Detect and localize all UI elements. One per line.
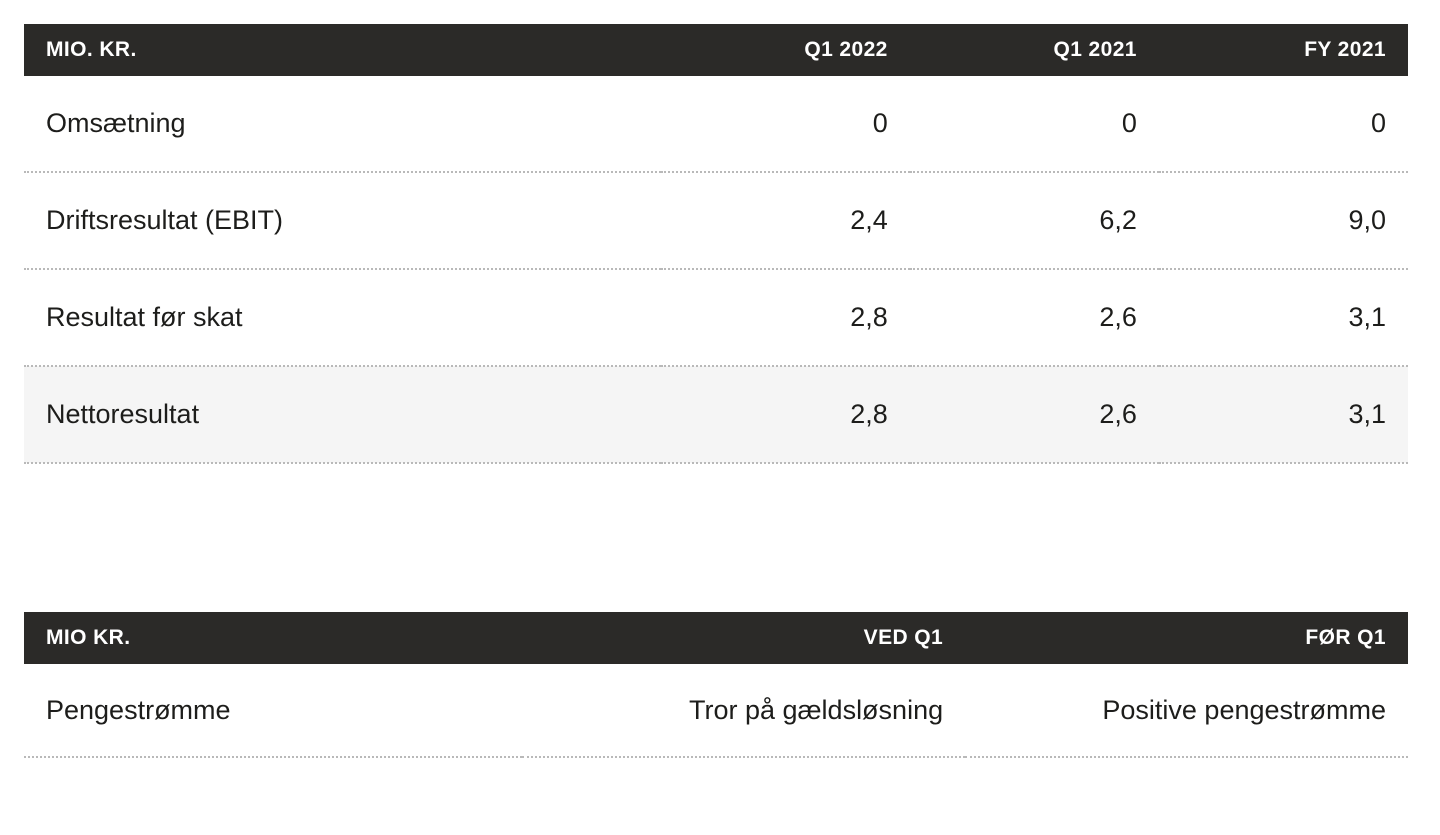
table-body [24, 664, 1408, 757]
financial-highlights-table-block [24, 24, 1416, 464]
table-row [24, 172, 1408, 269]
row-value: 6,2 [910, 172, 1159, 269]
table-header-row [24, 24, 1408, 76]
row-value: 2,6 [910, 269, 1159, 366]
row-value: 9,0 [1159, 172, 1408, 269]
table-row [24, 366, 1408, 463]
row-value: 3,1 [1159, 366, 1408, 463]
row-value: Positive pengestrømme [965, 664, 1408, 757]
column-header-label: MIO KR. [24, 612, 522, 664]
table-header [24, 612, 1408, 664]
column-header-q1-2022: Q1 2022 [661, 24, 910, 76]
row-value: 3,1 [1159, 269, 1408, 366]
table-row [24, 269, 1408, 366]
row-value: 2,4 [661, 172, 910, 269]
row-value: 0 [910, 76, 1159, 172]
row-value: 0 [1159, 76, 1408, 172]
row-value: Tror på gældsløsning [522, 664, 965, 757]
row-value: 0 [661, 76, 910, 172]
table-header-row [24, 612, 1408, 664]
column-header-foer-q1: FØR Q1 [965, 612, 1408, 664]
row-value: 2,8 [661, 269, 910, 366]
financial-highlights-table [24, 24, 1408, 464]
row-label: Nettoresultat [24, 366, 661, 463]
table-body [24, 76, 1408, 463]
row-value: 2,6 [910, 366, 1159, 463]
row-value: 2,8 [661, 366, 910, 463]
row-label: Resultat før skat [24, 269, 661, 366]
outlook-comparison-table-block [24, 612, 1416, 758]
row-label: Omsætning [24, 76, 661, 172]
table-row [24, 76, 1408, 172]
column-header-label: MIO. KR. [24, 24, 661, 76]
column-header-q1-2021: Q1 2021 [910, 24, 1159, 76]
outlook-comparison-table [24, 612, 1408, 758]
document-page [0, 24, 1440, 835]
row-label: Pengestrømme [24, 664, 522, 757]
row-label: Driftsresultat (EBIT) [24, 172, 661, 269]
column-header-ved-q1: VED Q1 [522, 612, 965, 664]
table-row [24, 664, 1408, 757]
column-header-fy-2021: FY 2021 [1159, 24, 1408, 76]
table-header [24, 24, 1408, 76]
